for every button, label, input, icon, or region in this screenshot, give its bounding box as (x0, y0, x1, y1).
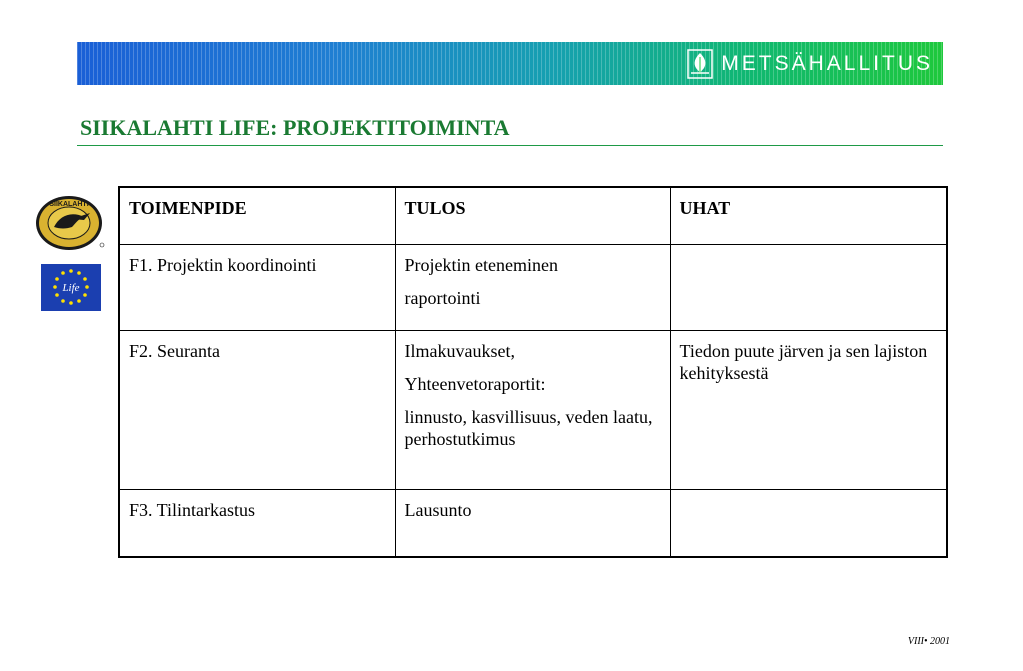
siikalahti-bird-seal-icon (32, 193, 106, 253)
table-row (119, 244, 947, 330)
result-line: raportointi (404, 287, 481, 308)
slide-title: SIIKALAHTI LIFE: PROJEKTITOIMINTA (80, 115, 510, 140)
siikalahti-logo-text: SIIKALAHTI (49, 201, 89, 208)
row-action: F3. Tilintarkastus (119, 489, 395, 557)
eu-life-text: Life (62, 282, 80, 294)
result-line: Yhteenvetoraportit: (404, 373, 546, 394)
table-header-row (119, 187, 947, 244)
header-toimenpide: TOIMENPIDE (119, 187, 395, 244)
row-threat (670, 489, 947, 557)
result-line: linnusto, kasvillisuus, veden laatu, perhostutkimus (404, 406, 653, 449)
brand-name: METSÄHALLITUS (721, 51, 933, 75)
table-row (119, 489, 947, 557)
row-threat: Tiedon puute järven ja sen lajiston kehityksestä (670, 330, 947, 489)
metsahallitus-brand (687, 47, 933, 80)
header-banner (77, 42, 943, 85)
title-divider (77, 145, 943, 146)
row-action: F1. Projektin koordinointi (119, 244, 395, 330)
result-line: Ilmakuvaukset, (404, 340, 515, 361)
header-uhat: UHAT (670, 187, 947, 244)
row-threat (670, 244, 947, 330)
row-result (395, 489, 670, 557)
result-line: Projektin eteneminen (404, 254, 558, 275)
footer-date: VIII• 2001 (907, 636, 950, 647)
table-row (119, 330, 947, 489)
row-result (395, 330, 670, 489)
tree-leaf-icon (687, 49, 713, 79)
row-action: F2. Seuranta (119, 330, 395, 489)
eu-life-stars-icon (41, 264, 101, 311)
result-line: Lausunto (404, 499, 472, 520)
header-tulos: TULOS (395, 187, 670, 244)
row-result (395, 244, 670, 330)
project-table (118, 186, 948, 558)
